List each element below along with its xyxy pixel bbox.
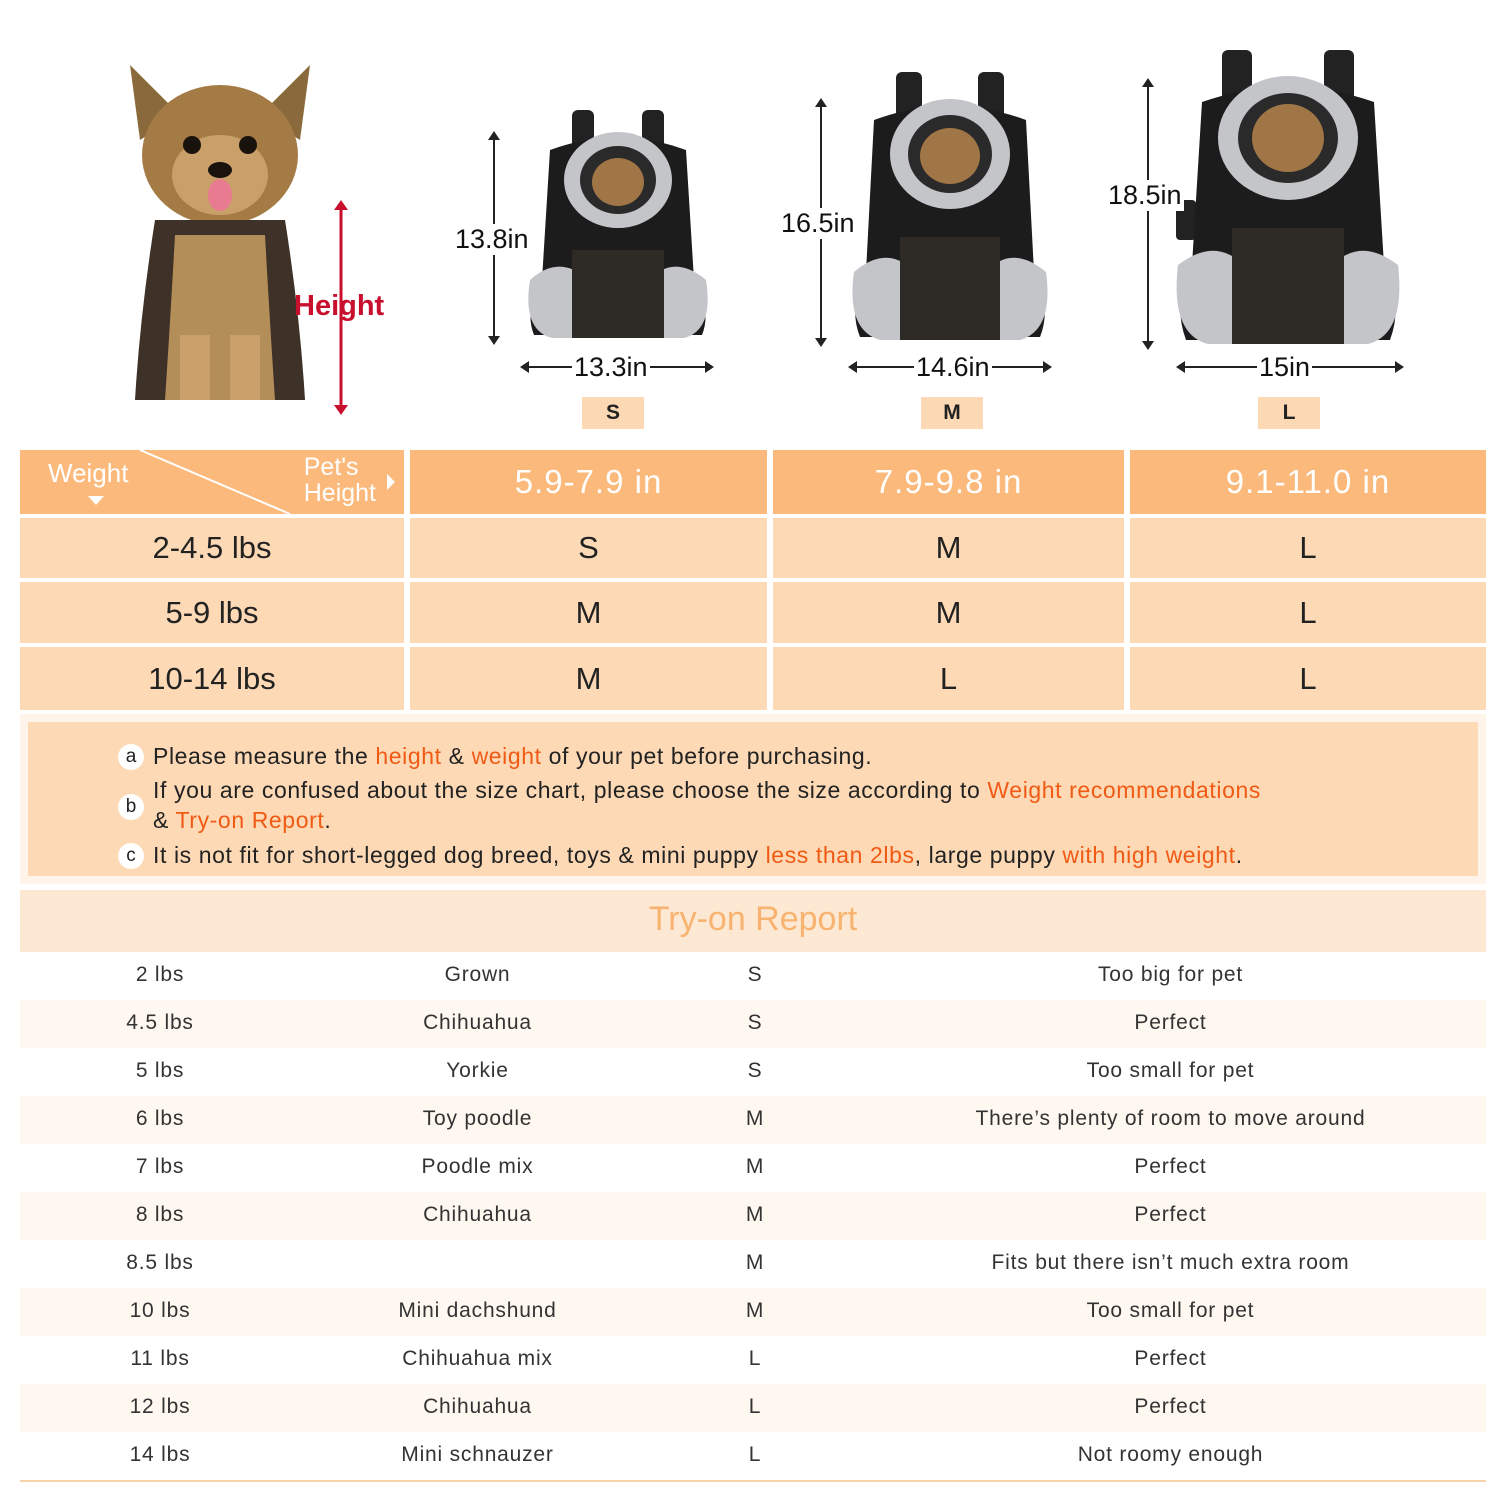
table-row [20,1192,1486,1242]
table-row [20,1384,1486,1434]
report-title: Try-on Report [20,890,1486,954]
table-row [20,1336,1486,1386]
report-comment-cell: Too small for pet [1086,1059,1255,1082]
right-arrow-icon [387,474,395,490]
report-weight-cell: 14 lbs [129,1443,191,1466]
size-cell: M [773,518,1124,578]
bag-height-small: 13.8in [455,224,529,254]
report-breed-cell: Mini schnauzer [401,1443,554,1466]
report-weight-cell: 8 lbs [135,1203,185,1226]
report-size-cell: L [748,1443,762,1466]
note-b: If you are confused about the size chart, please choose the size according to Weight recommendations & Try-on Report. [153,777,1261,833]
bag-width-large: 15in [1259,352,1311,382]
report-comment-cell: Perfect [1134,1011,1207,1034]
report-size-cell: M [745,1155,765,1178]
table-row [20,1096,1486,1146]
size-chart-table [20,450,1486,712]
table-row [20,1432,1486,1482]
bullet-c: c [118,843,144,869]
corner-weight-label: Weight [48,458,129,488]
report-breed-cell: Mini dachshund [398,1299,557,1322]
backpack-medium-image [848,72,1052,347]
report-breed-cell [300,1240,655,1286]
report-comment-cell: Perfect [1134,1347,1207,1370]
size-cell: M [410,582,767,643]
bullet-a: a [118,744,144,770]
report-comment-cell: Perfect [1134,1395,1207,1418]
report-comment-cell: There’s plenty of room to move around [975,1107,1366,1130]
table-row [20,1000,1486,1050]
report-breed-cell: Chihuahua [423,1011,532,1034]
report-weight-cell: 2 lbs [135,963,185,986]
report-breed-cell: Chihuahua [423,1395,532,1418]
report-weight-cell: 7 lbs [135,1155,185,1178]
size-cell: M [773,582,1124,643]
table-row [20,1288,1486,1338]
bag-height-medium: 16.5in [781,208,855,238]
size-tag-small: S [582,397,644,429]
report-size-cell: M [745,1251,765,1274]
report-comment-cell: Too big for pet [1097,963,1244,986]
size-tag-medium: M [921,397,983,429]
report-size-cell: L [748,1347,762,1370]
report-comment-cell: Not roomy enough [1077,1443,1264,1466]
table-row [20,1048,1486,1098]
report-comment-cell: Fits but there isn’t much extra room [991,1251,1350,1274]
column-header: 5.9-7.9 in [410,450,767,514]
report-weight-cell: 5 lbs [135,1059,185,1082]
table-row [20,1240,1486,1290]
report-breed-cell: Grown [444,963,511,986]
note-c: It is not fit for short-legged dog breed, toys & mini puppy less than 2lbs, large puppy with high weight. [153,842,1243,868]
table-corner-header [20,450,404,514]
table-row [20,952,1486,1002]
bag-width-small: 13.3in [574,352,648,382]
notes-panel [28,722,1478,876]
report-size-cell: S [747,963,763,986]
size-cell: L [1130,518,1486,578]
report-weight-cell: 6 lbs [135,1107,185,1130]
bullet-b: b [118,794,144,820]
size-tag-large: L [1258,397,1320,429]
report-weight-cell: 10 lbs [129,1299,191,1322]
backpack-small-image [522,110,714,345]
report-breed-cell: Chihuahua mix [402,1347,553,1370]
report-comment-cell: Perfect [1134,1203,1207,1226]
report-breed-cell: Poodle mix [421,1155,534,1178]
report-breed-cell: Toy poodle [422,1107,533,1130]
note-a: Please measure the height & weight of your pet before purchasing. [153,743,873,769]
height-label: Height [294,290,385,322]
report-weight-cell: 4.5 lbs [126,1011,194,1034]
size-cell: L [1130,582,1486,643]
report-size-cell: S [747,1059,763,1082]
size-cell: M [410,647,767,710]
dimension-height-arrow-large [1140,80,1156,348]
report-size-cell: M [745,1299,765,1322]
report-breed-cell: Yorkie [446,1059,509,1082]
weight-cell: 5-9 lbs [20,582,404,643]
report-weight-cell: 12 lbs [129,1395,191,1418]
report-weight-cell: 8.5 lbs [126,1251,194,1274]
size-cell: L [1130,647,1486,710]
backpack-large-image [1172,50,1404,350]
report-weight-cell: 11 lbs [130,1347,190,1370]
report-comment-cell: Perfect [1134,1155,1207,1178]
report-size-cell: M [745,1203,765,1226]
down-arrow-icon [88,496,104,505]
size-cell: S [410,518,767,578]
size-cell: L [773,647,1124,710]
table-row [20,1144,1486,1194]
sizing-notes [20,714,1486,884]
weight-cell: 10-14 lbs [20,647,404,710]
column-header: 7.9-9.8 in [773,450,1124,514]
report-size-cell: L [748,1395,762,1418]
report-breed-cell: Chihuahua [423,1203,532,1226]
report-size-cell: M [745,1107,765,1130]
column-header: 9.1-11.0 in [1130,450,1486,514]
bag-width-medium: 14.6in [916,352,990,382]
weight-cell: 2-4.5 lbs [20,518,404,578]
report-comment-cell: Too small for pet [1086,1299,1255,1322]
corner-height-label: Pet's Height [303,453,376,507]
report-size-cell: S [747,1011,763,1034]
try-on-report [20,890,1486,1490]
bag-height-large: 18.5in [1108,180,1182,210]
dog-photo [100,45,340,415]
